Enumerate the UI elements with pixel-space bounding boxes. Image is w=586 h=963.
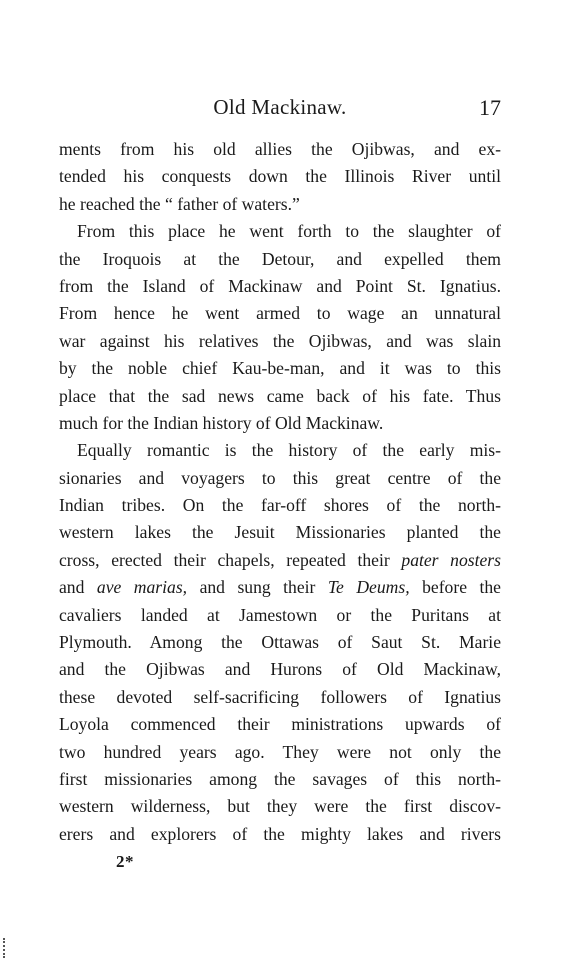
text-line: first missionaries among the savages of this north- [59, 768, 501, 789]
text-line: tended his conquests down the Illinois River until [59, 166, 501, 187]
text-line: cavaliers landed at Jamestown or the Puritans at [59, 604, 501, 625]
text-line: these devoted self-sacrificing followers of Ignatius [59, 686, 501, 707]
text-line [59, 574, 501, 601]
text-line: two hundred years ago. They were not only the [59, 741, 501, 762]
text-fragment: before the [422, 577, 501, 598]
body-text [59, 136, 501, 848]
text-fragment: and [59, 577, 85, 598]
text-line: Plymouth. Among the Ottawas of Saut St. Marie [59, 632, 501, 653]
text-line: place that the sad news came back of his fate. Thus [59, 385, 501, 406]
text-line: western wilderness, but they were the first discov- [59, 796, 501, 817]
italic-phrase: Te Deums, [327, 577, 410, 598]
text-line: and the Ojibwas and Hurons of Old Mackinaw, [59, 659, 501, 680]
text-line: western lakes the Jesuit Missionaries planted the [59, 522, 501, 543]
text-line: from the Island of Mackinaw and Point St. Ignatius. [59, 275, 501, 296]
text-line: sionaries and voyagers to this great centre of the [59, 467, 501, 488]
text-line: by the noble chief Kau-be-man, and it was to this [59, 358, 501, 379]
text-line: ments from his old allies the Ojibwas, and ex- [59, 139, 501, 159]
text-fragment: cross, erected their chapels, repeated their [59, 549, 390, 570]
text-line: From hence he went armed to wage an unnatural [59, 303, 501, 324]
paragraph-start-line: Equally romantic is the history of the early mis- [77, 440, 501, 461]
text-line: the Iroquois at the Detour, and expelled them [59, 248, 501, 269]
text-line: much for the Indian history of Old Mackinaw. [59, 412, 384, 433]
italic-phrase: pater nosters [401, 549, 501, 570]
text-line: he reached the “ father of waters.” [59, 193, 300, 214]
text-line: erers and explorers of the mighty lakes and rivers [59, 823, 501, 844]
text-line: Loyola commenced their ministrations upwards of [59, 714, 501, 735]
italic-phrase: ave marias, [96, 577, 188, 598]
text-fragment: and sung their [199, 577, 316, 598]
signature-mark: 2* [116, 852, 134, 871]
paragraph-start-line: From this place he went forth to the slaughter of [77, 221, 501, 242]
text-line: war against his relatives the Ojibwas, and was slain [59, 330, 501, 351]
text-line: Indian tribes. On the far-off shores of the north- [59, 495, 501, 516]
running-title: Old Mackinaw. [213, 95, 347, 119]
running-head [59, 92, 501, 122]
page-number: 17 [479, 95, 501, 120]
text-line [59, 547, 501, 574]
scan-edge-mark [3, 938, 7, 958]
